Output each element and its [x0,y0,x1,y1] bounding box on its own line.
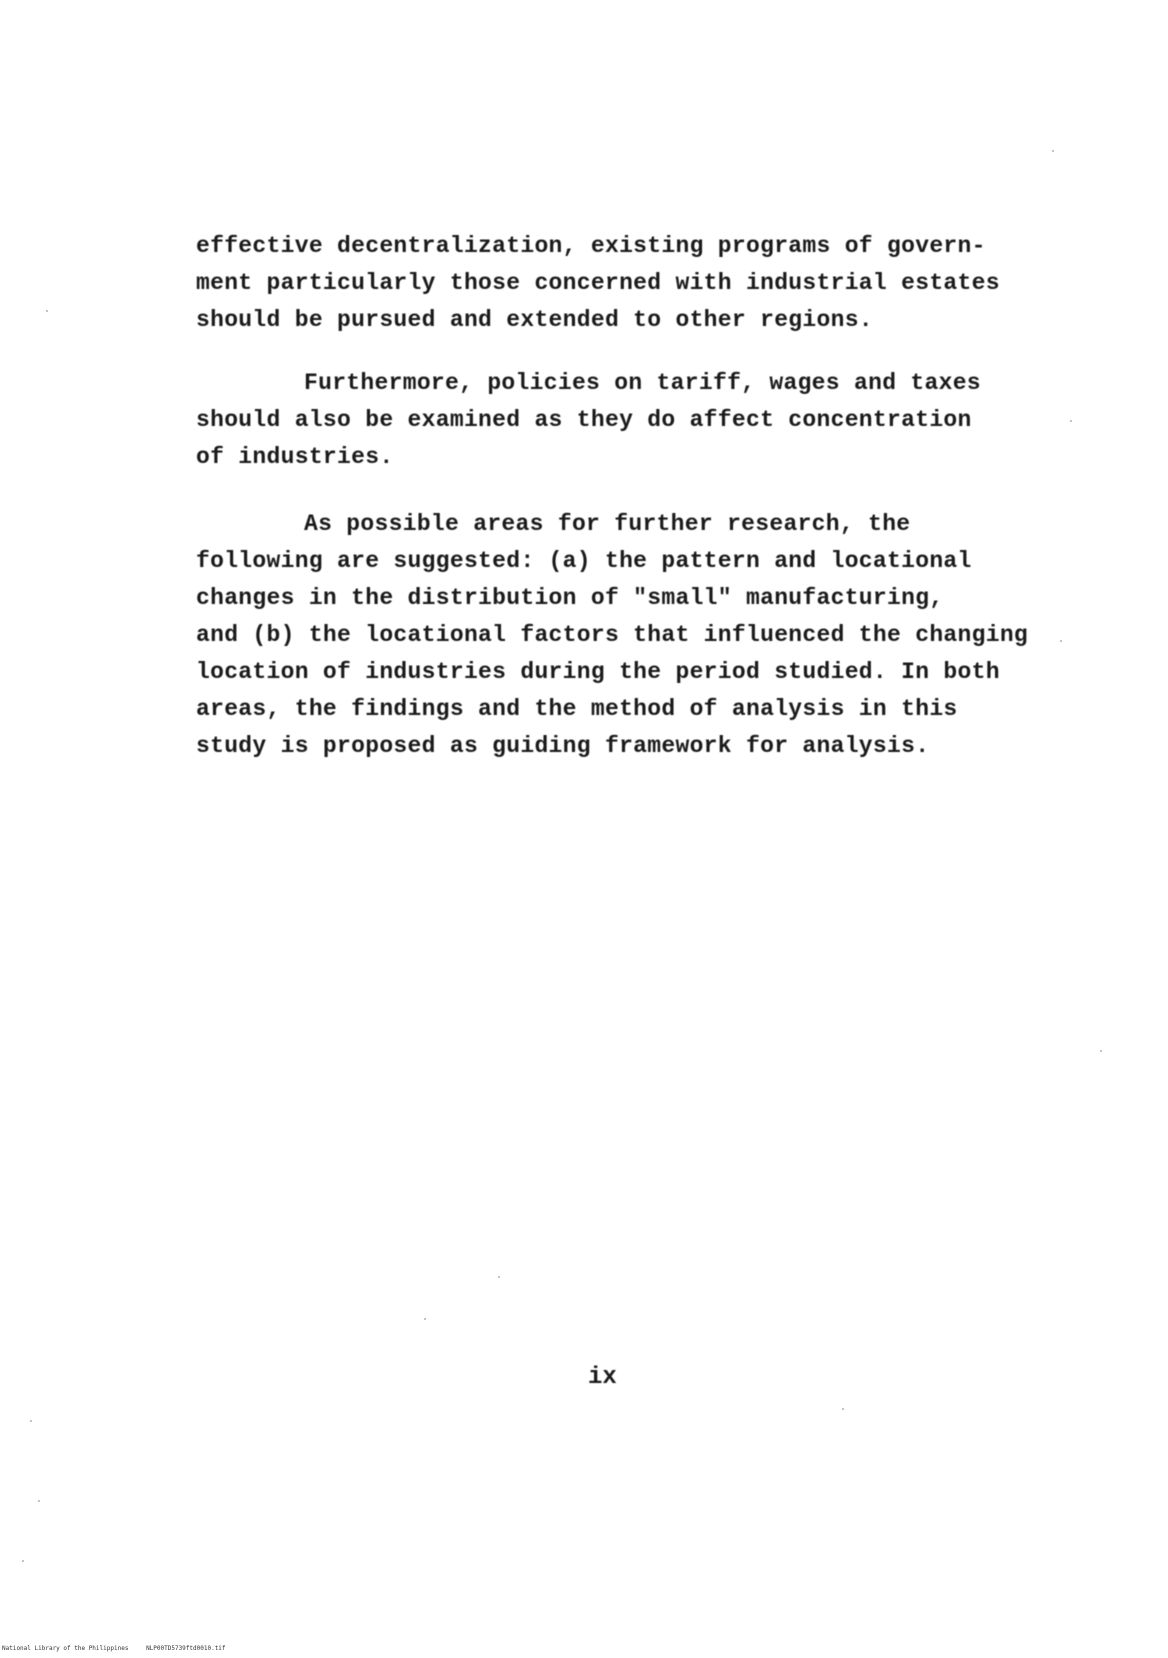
text-line: should be pursued and extended to other regions. [196,307,873,333]
text-line: changes in the distribution of "small" manufacturing, [196,585,944,611]
text-line: following are suggested: (a) the pattern and locational [196,548,972,574]
text-line: and (b) the locational factors that influenced the changing [196,622,1029,648]
page-number: ix [588,1364,617,1391]
text-line: location of industries during the period studied. In both [196,659,1000,685]
scan-footer [2,1645,226,1652]
text-line: As possible areas for further research, the [304,511,911,537]
paragraph-1 [196,228,1056,339]
footer-filename: NLP00TD5739ftd0010.tif [146,1645,226,1652]
paragraph-3 [196,506,1056,765]
text-line: Furthermore, policies on tariff, wages and taxes [304,370,981,396]
text-line: study is proposed as guiding framework for analysis. [196,733,930,759]
text-line: of industries. [196,444,394,470]
footer-library: National Library of the Philippines [2,1645,129,1652]
paragraph-2 [196,365,1056,476]
text-line: areas, the findings and the method of analysis in this [196,696,958,722]
paragraph-gap [196,476,1056,506]
text-line: ment particularly those concerned with industrial estates [196,270,1000,296]
body-text [196,228,1056,765]
paragraph-gap [196,339,1056,365]
text-line: should also be examined as they do affect concentration [196,407,972,433]
text-line: effective decentralization, existing programs of govern- [196,233,986,259]
